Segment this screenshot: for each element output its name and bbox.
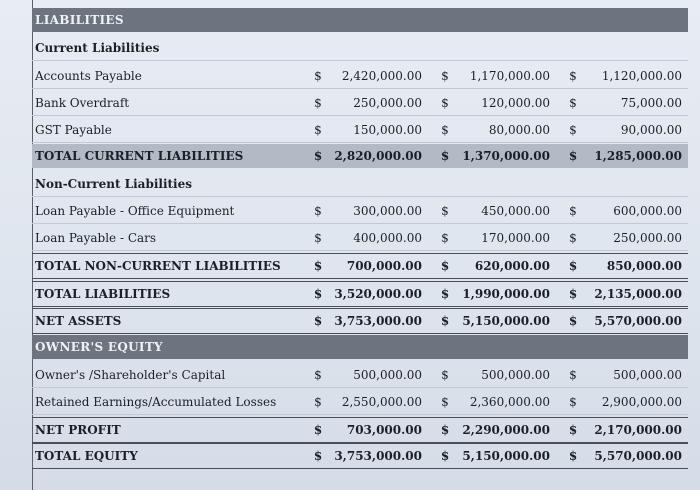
amount-cell: 3,520,000.00 [334,287,422,301]
currency-symbol: $ [313,149,323,163]
currency-symbol: $ [569,69,577,83]
row-label: TOTAL CURRENT LIABILITIES [35,149,244,163]
te-row [32,443,688,469]
row-gridline [32,115,688,116]
currency-symbol: $ [568,149,578,163]
currency-symbol: $ [440,149,450,163]
amount-cell: 400,000.00 [353,231,422,245]
amount-cell: 700,000.00 [346,259,422,273]
tncl-row [32,253,688,279]
row-label: OWNER'S EQUITY [35,340,163,354]
amount-cell: 500,000.00 [353,368,422,382]
amount-cell: 2,550,000.00 [341,395,422,409]
gst-row [32,118,688,142]
oe-hdr-row [32,335,688,359]
amount-cell: 5,570,000.00 [594,314,682,328]
amount-cell: 450,000.00 [481,204,550,218]
na-row [32,308,688,334]
amount-cell: 600,000.00 [613,204,682,218]
amount-cell: 5,150,000.00 [462,314,550,328]
cur-hdr-row [32,36,688,60]
amount-cell: 1,990,000.00 [462,287,550,301]
amount-cell: 703,000.00 [346,423,422,437]
lpc-row [32,226,688,250]
row-label: NET PROFIT [35,423,121,437]
currency-symbol: $ [314,123,322,137]
row-gridline [32,250,688,251]
row-gridline [32,414,688,415]
currency-symbol: $ [440,423,450,437]
currency-symbol: $ [313,259,323,273]
currency-symbol: $ [568,423,578,437]
liab-hdr-row [32,8,688,32]
amount-cell: 170,000.00 [481,231,550,245]
currency-symbol: $ [441,231,449,245]
amount-cell: 850,000.00 [606,259,682,273]
amount-cell: 5,150,000.00 [462,449,550,463]
re-row [32,390,688,414]
row-label: Bank Overdraft [35,96,130,110]
currency-symbol: $ [313,449,323,463]
row-label: Loan Payable - Office Equipment [35,204,235,218]
row-label: Retained Earnings/Accumulated Losses [35,395,277,409]
amount-cell: 500,000.00 [613,368,682,382]
amount-cell: 75,000.00 [620,96,682,110]
amount-cell: 1,120,000.00 [601,69,682,83]
row-label: TOTAL LIABILITIES [35,287,171,301]
currency-symbol: $ [569,123,577,137]
amount-cell: 620,000.00 [474,259,550,273]
amount-cell: 1,370,000.00 [462,149,550,163]
amount-cell: 300,000.00 [353,204,422,218]
row-gridline [32,223,688,224]
tl-row [32,281,688,307]
amount-cell: 3,753,000.00 [334,314,422,328]
row-label: TOTAL EQUITY [35,449,138,463]
row-label: Non-Current Liabilities [35,177,193,191]
osc-row [32,363,688,387]
row-gridline [32,387,688,388]
row-gridline [32,142,688,143]
amount-cell: 1,170,000.00 [469,69,550,83]
currency-symbol: $ [569,368,577,382]
row-label: GST Payable [35,123,112,137]
row-label: NET ASSETS [35,314,122,328]
lpoe-row [32,199,688,223]
currency-symbol: $ [314,368,322,382]
amount-cell: 5,570,000.00 [594,449,682,463]
row-label: Owner's /Shareholder's Capital [35,368,226,382]
amount-cell: 150,000.00 [353,123,422,137]
amount-cell: 2,900,000.00 [601,395,682,409]
row-label: Loan Payable - Cars [35,231,157,245]
currency-symbol: $ [314,231,322,245]
row-gridline [32,60,688,61]
currency-symbol: $ [568,287,578,301]
amount-cell: 500,000.00 [481,368,550,382]
currency-symbol: $ [441,204,449,218]
amount-cell: 3,753,000.00 [334,449,422,463]
currency-symbol: $ [568,314,578,328]
amount-cell: 250,000.00 [353,96,422,110]
currency-symbol: $ [569,231,577,245]
currency-symbol: $ [313,287,323,301]
amount-cell: 2,420,000.00 [341,69,422,83]
amount-cell: 250,000.00 [613,231,682,245]
currency-symbol: $ [314,96,322,110]
np-row [32,417,688,443]
amount-cell: 2,360,000.00 [469,395,550,409]
currency-symbol: $ [440,314,450,328]
currency-symbol: $ [569,96,577,110]
row-label: LIABILITIES [35,13,124,27]
currency-symbol: $ [441,368,449,382]
currency-symbol: $ [313,423,323,437]
currency-symbol: $ [314,395,322,409]
bo-row [32,91,688,115]
amount-cell: 90,000.00 [620,123,682,137]
row-label: Current Liabilities [35,41,160,55]
currency-symbol: $ [440,259,450,273]
amount-cell: 120,000.00 [481,96,550,110]
currency-symbol: $ [440,449,450,463]
currency-symbol: $ [441,395,449,409]
currency-symbol: $ [314,69,322,83]
amount-cell: 80,000.00 [488,123,550,137]
row-gridline [32,196,688,197]
currency-symbol: $ [568,449,578,463]
row-gridline [32,88,688,89]
currency-symbol: $ [313,314,323,328]
tcl-row [32,144,688,168]
currency-symbol: $ [314,204,322,218]
amount-cell: 2,135,000.00 [594,287,682,301]
currency-symbol: $ [441,96,449,110]
amount-cell: 2,170,000.00 [594,423,682,437]
currency-symbol: $ [441,69,449,83]
row-label: TOTAL NON-CURRENT LIABILITIES [35,259,281,273]
amount-cell: 2,290,000.00 [462,423,550,437]
currency-symbol: $ [440,287,450,301]
currency-symbol: $ [569,204,577,218]
ncl-hdr-row [32,172,688,196]
currency-symbol: $ [441,123,449,137]
currency-symbol: $ [569,395,577,409]
row-label: Accounts Payable [35,69,142,83]
amount-cell: 2,820,000.00 [334,149,422,163]
amount-cell: 1,285,000.00 [594,149,682,163]
ap-row [32,64,688,88]
currency-symbol: $ [568,259,578,273]
